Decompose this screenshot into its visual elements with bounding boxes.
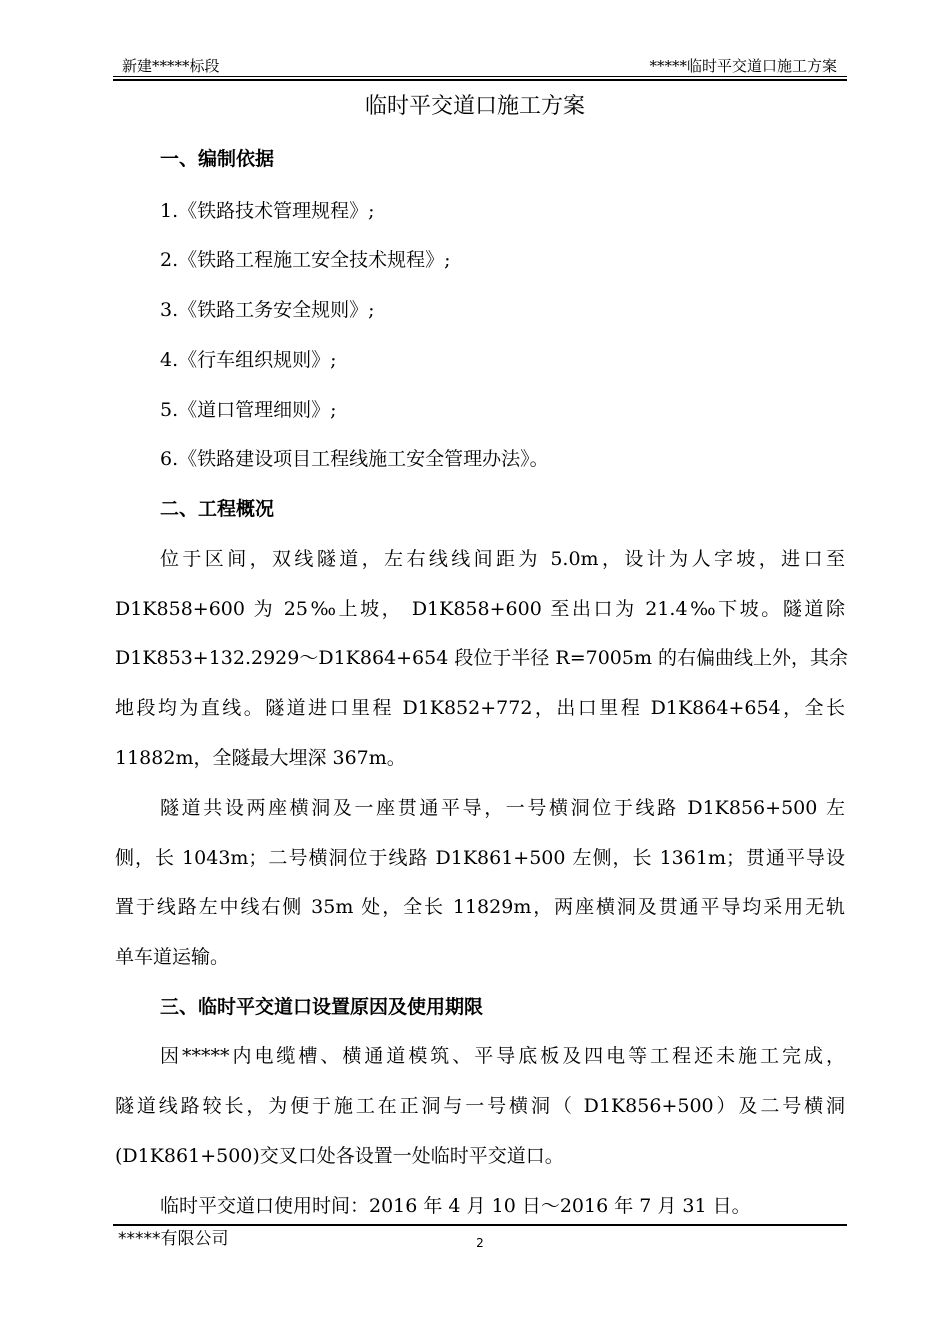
overview-para1-line: D1K858+600 为 25‰上坡， D1K858+600 至出口为 21.4‰下坡。隧道除 [115,598,845,620]
reference-item-4: 4.《行车组织规则》; [160,349,337,371]
overview-para2-line: 隧道共设两座横洞及一座贯通平导，一号横洞位于线路 D1K856+500 左 [160,797,845,819]
reference-item-5: 5.《道口管理细则》; [160,399,337,421]
document-title: 临时平交道口施工方案 [364,94,585,119]
header-right-text: *****临时平交道口施工方案 [649,57,837,75]
overview-para2-line: 侧，长 1043m；二号横洞位于线路 D1K861+500 左侧，长 1361m；贯通平导设 [115,847,845,869]
reference-item-3: 3.《铁路工务安全规则》; [160,299,375,321]
page-number: 2 [476,1236,484,1250]
reason-para-line: (D1K861+500)交叉口处各设置一处临时平交道口。 [115,1145,564,1167]
header-divider-thick [113,79,847,81]
reference-item-2: 2.《铁路工程施工安全技术规程》; [160,249,451,271]
overview-para1-line: 地段均为直线。隧道进口里程 D1K852+772，出口里程 D1K864+654，全长 [115,697,845,719]
section1-heading: 一、编制依据 [160,148,275,170]
header-divider-thin [113,76,847,77]
overview-para2-line: 置于线路左中线右侧 35m 处，全长 11829m，两座横洞及贯通平导均采用无轨 [115,896,845,918]
section3-heading: 三、临时平交道口设置原因及使用期限 [160,996,484,1018]
overview-para1-line: 位于区间，双线隧道，左右线线间距为 5.0m，设计为人字坡，进口至 [160,548,845,570]
reason-para-line: 隧道线路较长，为便于施工在正洞与一号横洞（ D1K856+500）及二号横洞 [115,1095,845,1117]
header-left-text: 新建*****标段 [122,57,220,75]
reason-para-line: 因*****内电缆槽、横通道模筑、平导底板及四电等工程还未施工完成， [160,1045,845,1067]
overview-para2-line: 单车道运输。 [115,946,230,968]
footer-divider [113,1224,847,1226]
reference-item-6: 6.《铁路建设项目工程线施工安全管理办法》。 [160,448,549,470]
footer-company: *****有限公司 [118,1229,229,1249]
overview-para1-line: D1K853+132.2929～D1K864+654 段位于半径 R=7005m 的右偏曲线上外，其余 [115,647,849,669]
section2-heading: 二、工程概况 [160,498,275,520]
overview-para1-line: 11882m，全隧最大埋深 367m。 [115,747,406,769]
reference-item-1: 1.《铁路技术管理规程》; [160,200,375,222]
usage-period-line: 临时平交道口使用时间：2016 年 4 月 10 日～2016 年 7 月 31 日。 [160,1195,751,1217]
